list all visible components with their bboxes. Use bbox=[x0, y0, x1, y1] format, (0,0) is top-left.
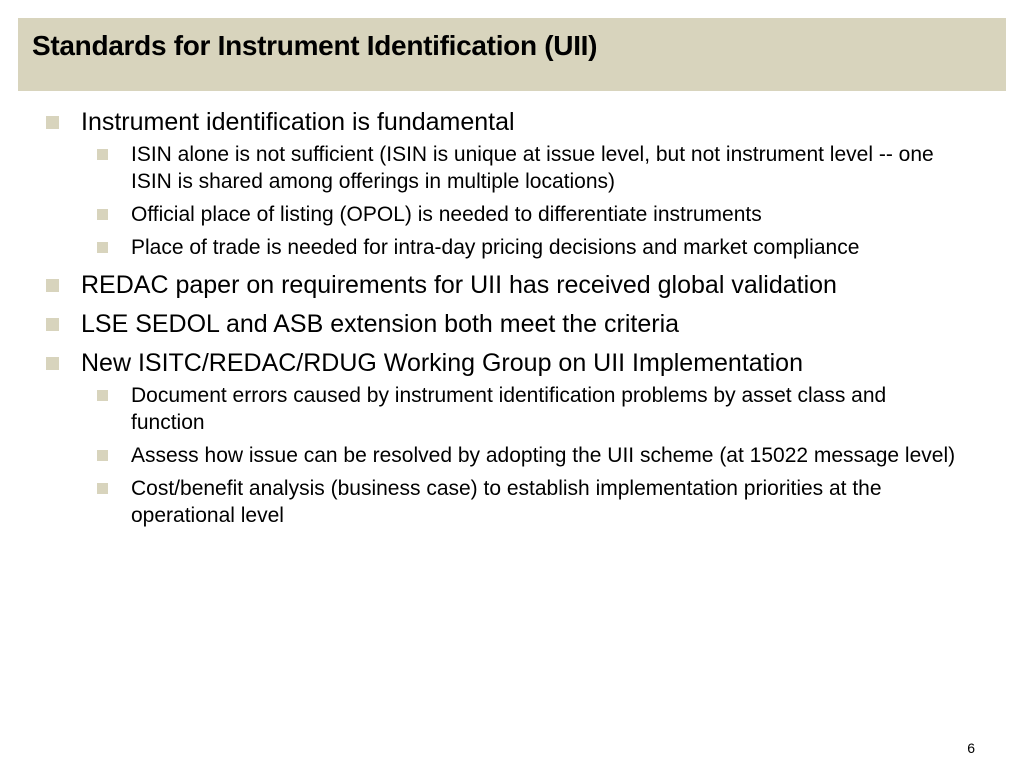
sub-bullet-item bbox=[94, 234, 964, 261]
page-number: 6 bbox=[967, 740, 975, 756]
square-bullet-icon bbox=[46, 116, 59, 129]
bullet-item bbox=[44, 270, 964, 300]
square-bullet-icon bbox=[46, 318, 59, 331]
sub-bullet-text: Official place of listing (OPOL) is needed to differentiate instruments bbox=[131, 203, 762, 226]
sub-bullet-item bbox=[94, 442, 964, 469]
bullet-list bbox=[44, 107, 964, 529]
bullet-text: REDAC paper on requirements for UII has received global validation bbox=[81, 271, 837, 299]
sub-bullet-list bbox=[44, 141, 964, 261]
bullet-item bbox=[44, 107, 964, 261]
bullet-item bbox=[44, 348, 964, 529]
square-bullet-icon bbox=[46, 357, 59, 370]
sub-bullet-list bbox=[44, 382, 964, 529]
square-bullet-icon bbox=[97, 242, 108, 253]
title-bar bbox=[18, 18, 1006, 91]
sub-bullet-item bbox=[94, 201, 964, 228]
square-bullet-icon bbox=[97, 450, 108, 461]
bullet-text: Instrument identification is fundamental bbox=[81, 108, 515, 136]
sub-bullet-item bbox=[94, 141, 964, 195]
sub-bullet-text: ISIN alone is not sufficient (ISIN is unique at issue level, but not instrument level -- one ISIN is shared among offerings in multiple locations) bbox=[131, 143, 934, 193]
square-bullet-icon bbox=[46, 279, 59, 292]
sub-bullet-item bbox=[94, 475, 964, 529]
slide-title: Standards for Instrument Identification (UII) bbox=[32, 30, 598, 61]
bullet-text: LSE SEDOL and ASB extension both meet the criteria bbox=[81, 310, 680, 338]
bullet-item bbox=[44, 309, 964, 339]
sub-bullet-text: Document errors caused by instrument identification problems by asset class and function bbox=[131, 384, 887, 434]
sub-bullet-text: Assess how issue can be resolved by adopting the UII scheme (at 15022 message level) bbox=[131, 444, 956, 467]
square-bullet-icon bbox=[97, 209, 108, 220]
square-bullet-icon bbox=[97, 390, 108, 401]
sub-bullet-item bbox=[94, 382, 964, 436]
sub-bullet-text: Place of trade is needed for intra-day pricing decisions and market compliance bbox=[131, 236, 860, 259]
sub-bullet-text: Cost/benefit analysis (business case) to establish implementation priorities at the operational level bbox=[131, 477, 882, 527]
square-bullet-icon bbox=[97, 149, 108, 160]
square-bullet-icon bbox=[97, 483, 108, 494]
bullet-text: New ISITC/REDAC/RDUG Working Group on UII Implementation bbox=[81, 349, 803, 377]
